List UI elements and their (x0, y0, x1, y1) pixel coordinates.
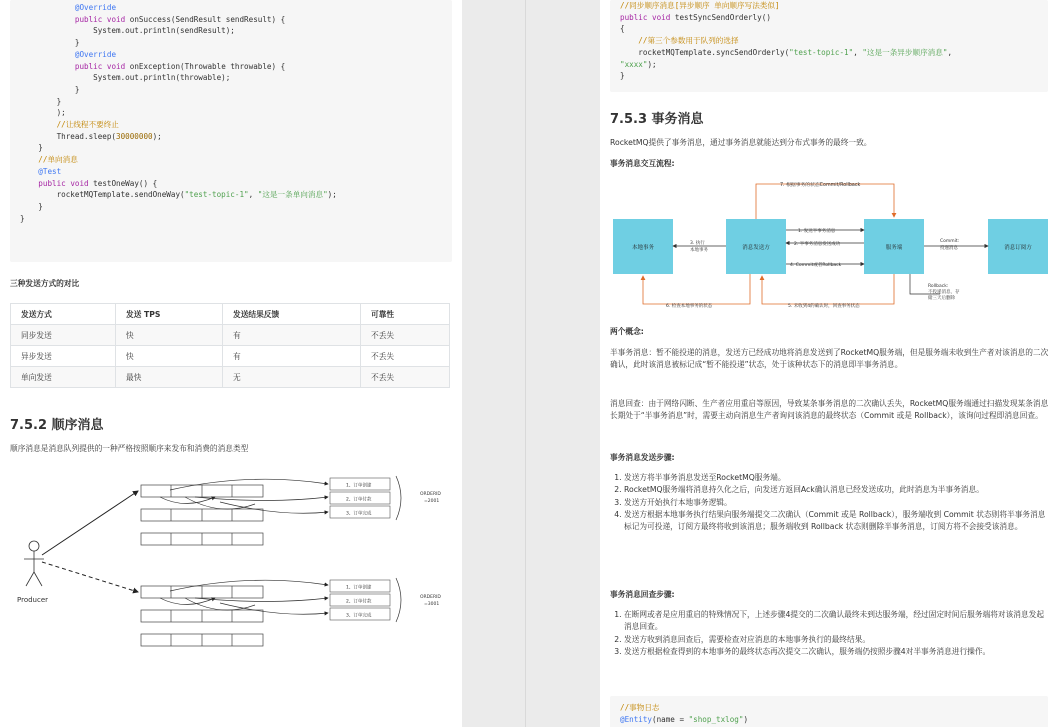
code-line: System.out.println(sendResult); (20, 26, 235, 36)
section-desc-ordered: 顺序消息是消息队列提供的一种严格按照顺序来发布和消费的消息类型 (10, 444, 249, 453)
flow-arrow-label: Rollback: (928, 284, 949, 289)
code-line: public void testSyncSendOrderly() (620, 12, 771, 22)
page-gutter (462, 0, 600, 727)
flow-arrow-label: 储三天后删除 (928, 296, 955, 301)
transaction-flow-diagram (610, 176, 1050, 316)
flow-arrow-label: Commit: (940, 239, 960, 244)
code-line: public void onException(Throwable throwable) { (74, 61, 286, 71)
code-line: @Test (38, 166, 62, 176)
send-steps-heading: 事务消息发送步骤: (610, 453, 675, 462)
code-line: } (20, 38, 80, 48)
code-line: //单向消息 (38, 155, 78, 165)
code-block-sync-orderly (610, 0, 1048, 92)
concept-half-message: 半事务消息：暂不能投递的消息，发送方已经成功地将消息发送到了RocketMQ服务端，但是服务端未收到生产者对该消息的二次确认，此时该消息被标记成“暂不能投递”状态，处于该种状态下的消息即半事务消息。 (610, 348, 1049, 369)
transaction-intro: RocketMQ提供了事务消息，通过事务消息就能达到分布式事务的最终一致。 (610, 138, 872, 147)
flow-arrow-label: 7. 根据事务的状态Commit/Rollback (780, 183, 861, 188)
code-line: } (620, 71, 625, 81)
flow-arrow-label: 1. 发送半事务消息 (798, 229, 836, 234)
table-row (11, 346, 450, 367)
code-line: { (620, 24, 625, 34)
table-cell: 单向发送 (11, 367, 116, 388)
table-cell: 有 (223, 346, 361, 367)
table-cell: 快 (116, 346, 223, 367)
list-item: 3. 发送方根据检查得到的本地事务的最终状态再次提交二次确认，服务端仍按照步骤4对半事务消息进行操作。 (624, 646, 1050, 658)
list-item: 2. RocketMQ服务端将消息持久化之后，向发送方返回Ack确认消息已经发送成功，此时消息为半事务消息。 (624, 484, 1050, 496)
table-row (11, 367, 450, 388)
table-cell: 快 (116, 325, 223, 346)
order-id-label: ORDERID (420, 492, 441, 497)
order-step: 1、订单创建 (346, 585, 372, 591)
code-block-txlog (610, 696, 1048, 727)
code-line: //同步顺序消息[异步顺序 单向顺序写法类似] (620, 1, 780, 10)
order-id-label: ORDERID (420, 595, 441, 600)
flow-arrow-label: 2. 半事务消息发送成功 (794, 242, 841, 247)
box-sender-label: 消息发送方 (742, 245, 770, 251)
order-step: 3、订单完成 (346, 613, 372, 619)
box-consumer-label: 消息订阅方 (1004, 245, 1032, 251)
send-methods-table (10, 303, 450, 388)
ordered-message-diagram (10, 462, 452, 662)
compare-heading: 三种发送方式的对比 (10, 279, 80, 288)
order-id-value: =3001 (424, 602, 440, 607)
code-line: System.out.println(throwable); (20, 73, 231, 83)
list-item: 3. 发送方开始执行本地事务逻辑。 (624, 497, 1050, 509)
send-steps-list (610, 472, 1050, 533)
queue-group-1 (141, 485, 263, 545)
code-line: //让线程不要终止 (56, 120, 119, 130)
table-header: 发送 TPS (116, 304, 223, 325)
flow-arrow-label: 投递消息 (940, 246, 958, 251)
concept-message-check: 消息回查：由于网络闪断、生产者应用重启等原因，导致某条事务消息的二次确认丢失，RocketMQ服务端通过扫描发现某条消息长期处于“半事务消息”时，需要主动向消息生产者询问该消息的最终状态（Commit 或是 Rollback），该询问过程即消息回查。 (610, 399, 1049, 420)
code-line: } (20, 96, 62, 106)
code-line: public void onSuccess(SendResult sendResult) { (74, 14, 286, 24)
flow-arrow-label: 不投递消息，存 (928, 290, 960, 295)
order-id-value: =2001 (424, 499, 440, 504)
table-cell: 同步发送 (11, 325, 116, 346)
code-line: } (20, 84, 80, 94)
check-steps-heading: 事务消息回查步骤: (610, 590, 675, 599)
code-line: rocketMQTemplate.sendOneWay("test-topic-1", "这是一条单向消息"); (20, 190, 337, 200)
table-cell: 无 (223, 367, 361, 388)
flow-arrow-label: 3. 执行 (690, 241, 705, 246)
table-header: 可靠性 (361, 304, 450, 325)
code-line: } (20, 143, 43, 153)
table-row (11, 325, 450, 346)
code-line: } (20, 213, 25, 223)
code-line: } (20, 201, 43, 211)
code-line: rocketMQTemplate.syncSendOrderly("test-topic-1", "这是一条异步顺序消息", (620, 47, 953, 57)
queue-group-2 (141, 586, 263, 646)
flow-heading: 事务消息交互流程: (610, 159, 675, 168)
concepts-heading: 两个概念: (610, 327, 644, 336)
order-step: 3、订单完成 (346, 511, 372, 517)
order-step: 1、订单创建 (346, 483, 372, 489)
code-line: ); (20, 108, 66, 118)
code-block-send-methods (10, 0, 452, 262)
producer-icon (24, 541, 44, 586)
check-steps-list (610, 609, 1050, 658)
code-line: @Override (74, 3, 117, 12)
code-line: @Override (74, 49, 117, 59)
table-cell: 最快 (116, 367, 223, 388)
table-cell: 不丢失 (361, 346, 450, 367)
order-step: 2、订单付款 (346, 599, 372, 605)
code-line: public void testOneWay() { (38, 178, 158, 188)
list-item: 4. 发送方根据本地事务执行结果向服务端提交二次确认（Commit 或是 Rollback），服务端收到 Commit 状态则将半事务消息标记为可投递，订阅方最终将收到该消息；服务端收到 Rollback 状态则删除半事务消息，订阅方将不会接受该消息。 (624, 509, 1050, 534)
flow-arrow-label: 6. 检查本地事务的状态 (666, 304, 713, 309)
flow-arrow-label: 5. 未收到4的确认时，回查事务状态 (788, 304, 860, 309)
table-cell: 有 (223, 325, 361, 346)
box-server-label: 服务端 (885, 245, 903, 251)
table-header: 发送结果反馈 (223, 304, 361, 325)
code-line: //事物日志 (620, 703, 660, 712)
list-item: 1. 发送方将半事务消息发送至RocketMQ服务端。 (624, 472, 1050, 484)
flow-arrow-label: 本地事务 (690, 248, 708, 253)
list-item: 1. 在断网或者是应用重启的特殊情况下，上述步骤4提交的二次确认最终未到达服务端，经过固定时间后服务端将对该消息发起消息回查。 (624, 609, 1050, 634)
producer-label: Producer (17, 596, 49, 604)
code-line: @Entity(name = "shop_txlog") (620, 714, 749, 724)
table-cell: 异步发送 (11, 346, 116, 367)
table-header-row (11, 304, 450, 325)
table-header: 发送方式 (11, 304, 116, 325)
box-local-label: 本地事务 (631, 245, 655, 251)
right-document-page (600, 0, 1058, 727)
section-title-ordered: 7.5.2 顺序消息 (10, 418, 104, 433)
section-title-transaction: 7.5.3 事务消息 (610, 112, 704, 127)
list-item: 2. 发送方收到消息回查后，需要检查对应消息的本地事务执行的最终结果。 (624, 634, 1050, 646)
left-document-page (0, 0, 462, 727)
order-step: 2、订单付款 (346, 497, 372, 503)
table-cell: 不丢失 (361, 325, 450, 346)
code-line: //第三个参数用于队列的选择 (638, 36, 739, 46)
code-line: Thread.sleep(30000000); (20, 131, 162, 141)
code-line: "xxxx"); (620, 59, 657, 69)
flow-arrow-label: 4. Commit或者Rollback (790, 263, 842, 268)
table-cell: 不丢失 (361, 367, 450, 388)
